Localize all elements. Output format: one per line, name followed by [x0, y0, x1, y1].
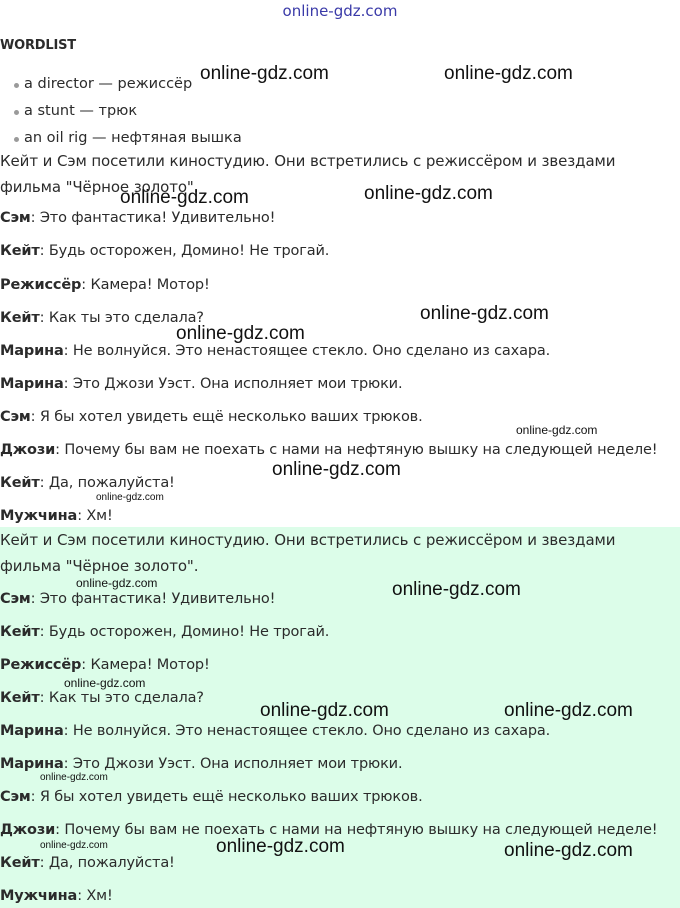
- wordlist: [12, 74, 242, 155]
- speaker: Марина: [0, 723, 64, 739]
- wordlist-item: a director — режиссёр: [12, 74, 242, 101]
- utterance: : Это Джози Уэст. Она исполняет мои трюки.: [63, 376, 403, 392]
- speaker: Марина: [0, 756, 64, 772]
- watermark: online-gdz.com: [364, 183, 493, 204]
- watermark: online-gdz.com: [516, 423, 598, 437]
- utterance: : Да, пожалуйста!: [39, 855, 175, 871]
- dialogue-line: [0, 308, 204, 328]
- utterance: : Почему бы вам не поехать с нами на нефтяную вышку на следующей неделе!: [55, 822, 658, 838]
- watermark: online-gdz.com: [260, 700, 389, 721]
- utterance: : Да, пожалуйста!: [39, 475, 175, 491]
- speaker: Кейт: [0, 855, 40, 871]
- watermark: online-gdz.com: [504, 700, 633, 721]
- utterance: : Это Джози Уэст. Она исполняет мои трюки.: [63, 756, 403, 772]
- speaker: Кейт: [0, 243, 40, 259]
- watermark: online-gdz.com: [176, 323, 305, 344]
- utterance: : Не волнуйся. Это ненастоящее стекло. Оно сделано из сахара.: [63, 343, 551, 359]
- watermark: online-gdz.com: [76, 576, 158, 590]
- dialogue-line: [0, 886, 113, 906]
- watermark: online-gdz.com: [120, 187, 249, 208]
- top-watermark: online-gdz.com: [282, 2, 398, 20]
- dialogue-line: [0, 440, 657, 460]
- watermark: online-gdz.com: [504, 840, 633, 861]
- dialogue-line: [0, 688, 204, 708]
- utterance: : Это фантастика! Удивительно!: [30, 591, 276, 607]
- wordlist-title: WORDLIST: [0, 38, 76, 53]
- dialogue-line: [0, 506, 113, 526]
- speaker: Джози: [0, 442, 56, 458]
- dialogue-line: [0, 473, 175, 493]
- watermark: online-gdz.com: [272, 459, 401, 480]
- watermark: online-gdz.com: [40, 840, 108, 851]
- dialogue-line: [0, 275, 210, 295]
- speaker: Марина: [0, 343, 64, 359]
- dialogue-line: [0, 655, 210, 675]
- speaker: Кейт: [0, 690, 40, 706]
- speaker: Кейт: [0, 310, 40, 326]
- utterance: : Это фантастика! Удивительно!: [30, 210, 276, 226]
- wordlist-item: an oil rig — нефтяная вышка: [12, 128, 242, 155]
- speaker: Сэм: [0, 409, 31, 425]
- utterance: : Я бы хотел увидеть ещё несколько ваших трюков.: [30, 789, 423, 805]
- utterance: : Как ты это сделала?: [39, 310, 204, 326]
- utterance: : Хм!: [77, 888, 113, 904]
- story-intro: Кейт и Сэм посетили киностудию. Они встретились с режиссёром и звездами фильма "Чёрное золото".: [0, 152, 616, 196]
- speaker: Сэм: [0, 591, 31, 607]
- watermark: online-gdz.com: [392, 579, 521, 600]
- watermark: online-gdz.com: [420, 303, 549, 324]
- utterance: : Камера! Мотор!: [81, 277, 210, 293]
- story-intro: Кейт и Сэм посетили киностудию. Они встретились с режиссёром и звездами фильма "Чёрное золото".: [0, 531, 616, 575]
- utterance: : Не волнуйся. Это ненастоящее стекло. Оно сделано из сахара.: [63, 723, 551, 739]
- watermark: online-gdz.com: [444, 63, 573, 84]
- speaker: Марина: [0, 376, 64, 392]
- speaker: Кейт: [0, 624, 40, 640]
- dialogue-line: [0, 853, 175, 873]
- speaker: Мужчина: [0, 888, 78, 904]
- utterance: : Как ты это сделала?: [39, 690, 204, 706]
- dialogue-line: [0, 374, 402, 394]
- watermark: online-gdz.com: [200, 63, 329, 84]
- speaker: Режиссёр: [0, 277, 82, 293]
- speaker: Сэм: [0, 789, 31, 805]
- utterance: : Камера! Мотор!: [81, 657, 210, 673]
- speaker: Джози: [0, 822, 56, 838]
- speaker: Сэм: [0, 210, 31, 226]
- utterance: : Будь осторожен, Домино! Не трогай.: [39, 624, 330, 640]
- dialogue-line: [0, 589, 275, 609]
- dialogue-line: [0, 407, 423, 427]
- watermark: online-gdz.com: [64, 676, 146, 690]
- speaker: Режиссёр: [0, 657, 82, 673]
- utterance: : Хм!: [77, 508, 113, 524]
- utterance: : Почему бы вам не поехать с нами на нефтяную вышку на следующей неделе!: [55, 442, 658, 458]
- utterance: : Я бы хотел увидеть ещё несколько ваших трюков.: [30, 409, 423, 425]
- utterance: : Будь осторожен, Домино! Не трогай.: [39, 243, 330, 259]
- watermark: online-gdz.com: [40, 772, 108, 783]
- watermark: online-gdz.com: [216, 836, 345, 857]
- dialogue-line: [0, 721, 550, 741]
- wordlist-item: a stunt — трюк: [12, 101, 242, 128]
- dialogue-line: [0, 754, 402, 774]
- dialogue-line: [0, 208, 275, 228]
- speaker: Кейт: [0, 475, 40, 491]
- dialogue-line: [0, 622, 329, 642]
- dialogue-line: [0, 787, 423, 807]
- watermark: online-gdz.com: [96, 492, 164, 503]
- dialogue-line: [0, 241, 329, 261]
- speaker: Мужчина: [0, 508, 78, 524]
